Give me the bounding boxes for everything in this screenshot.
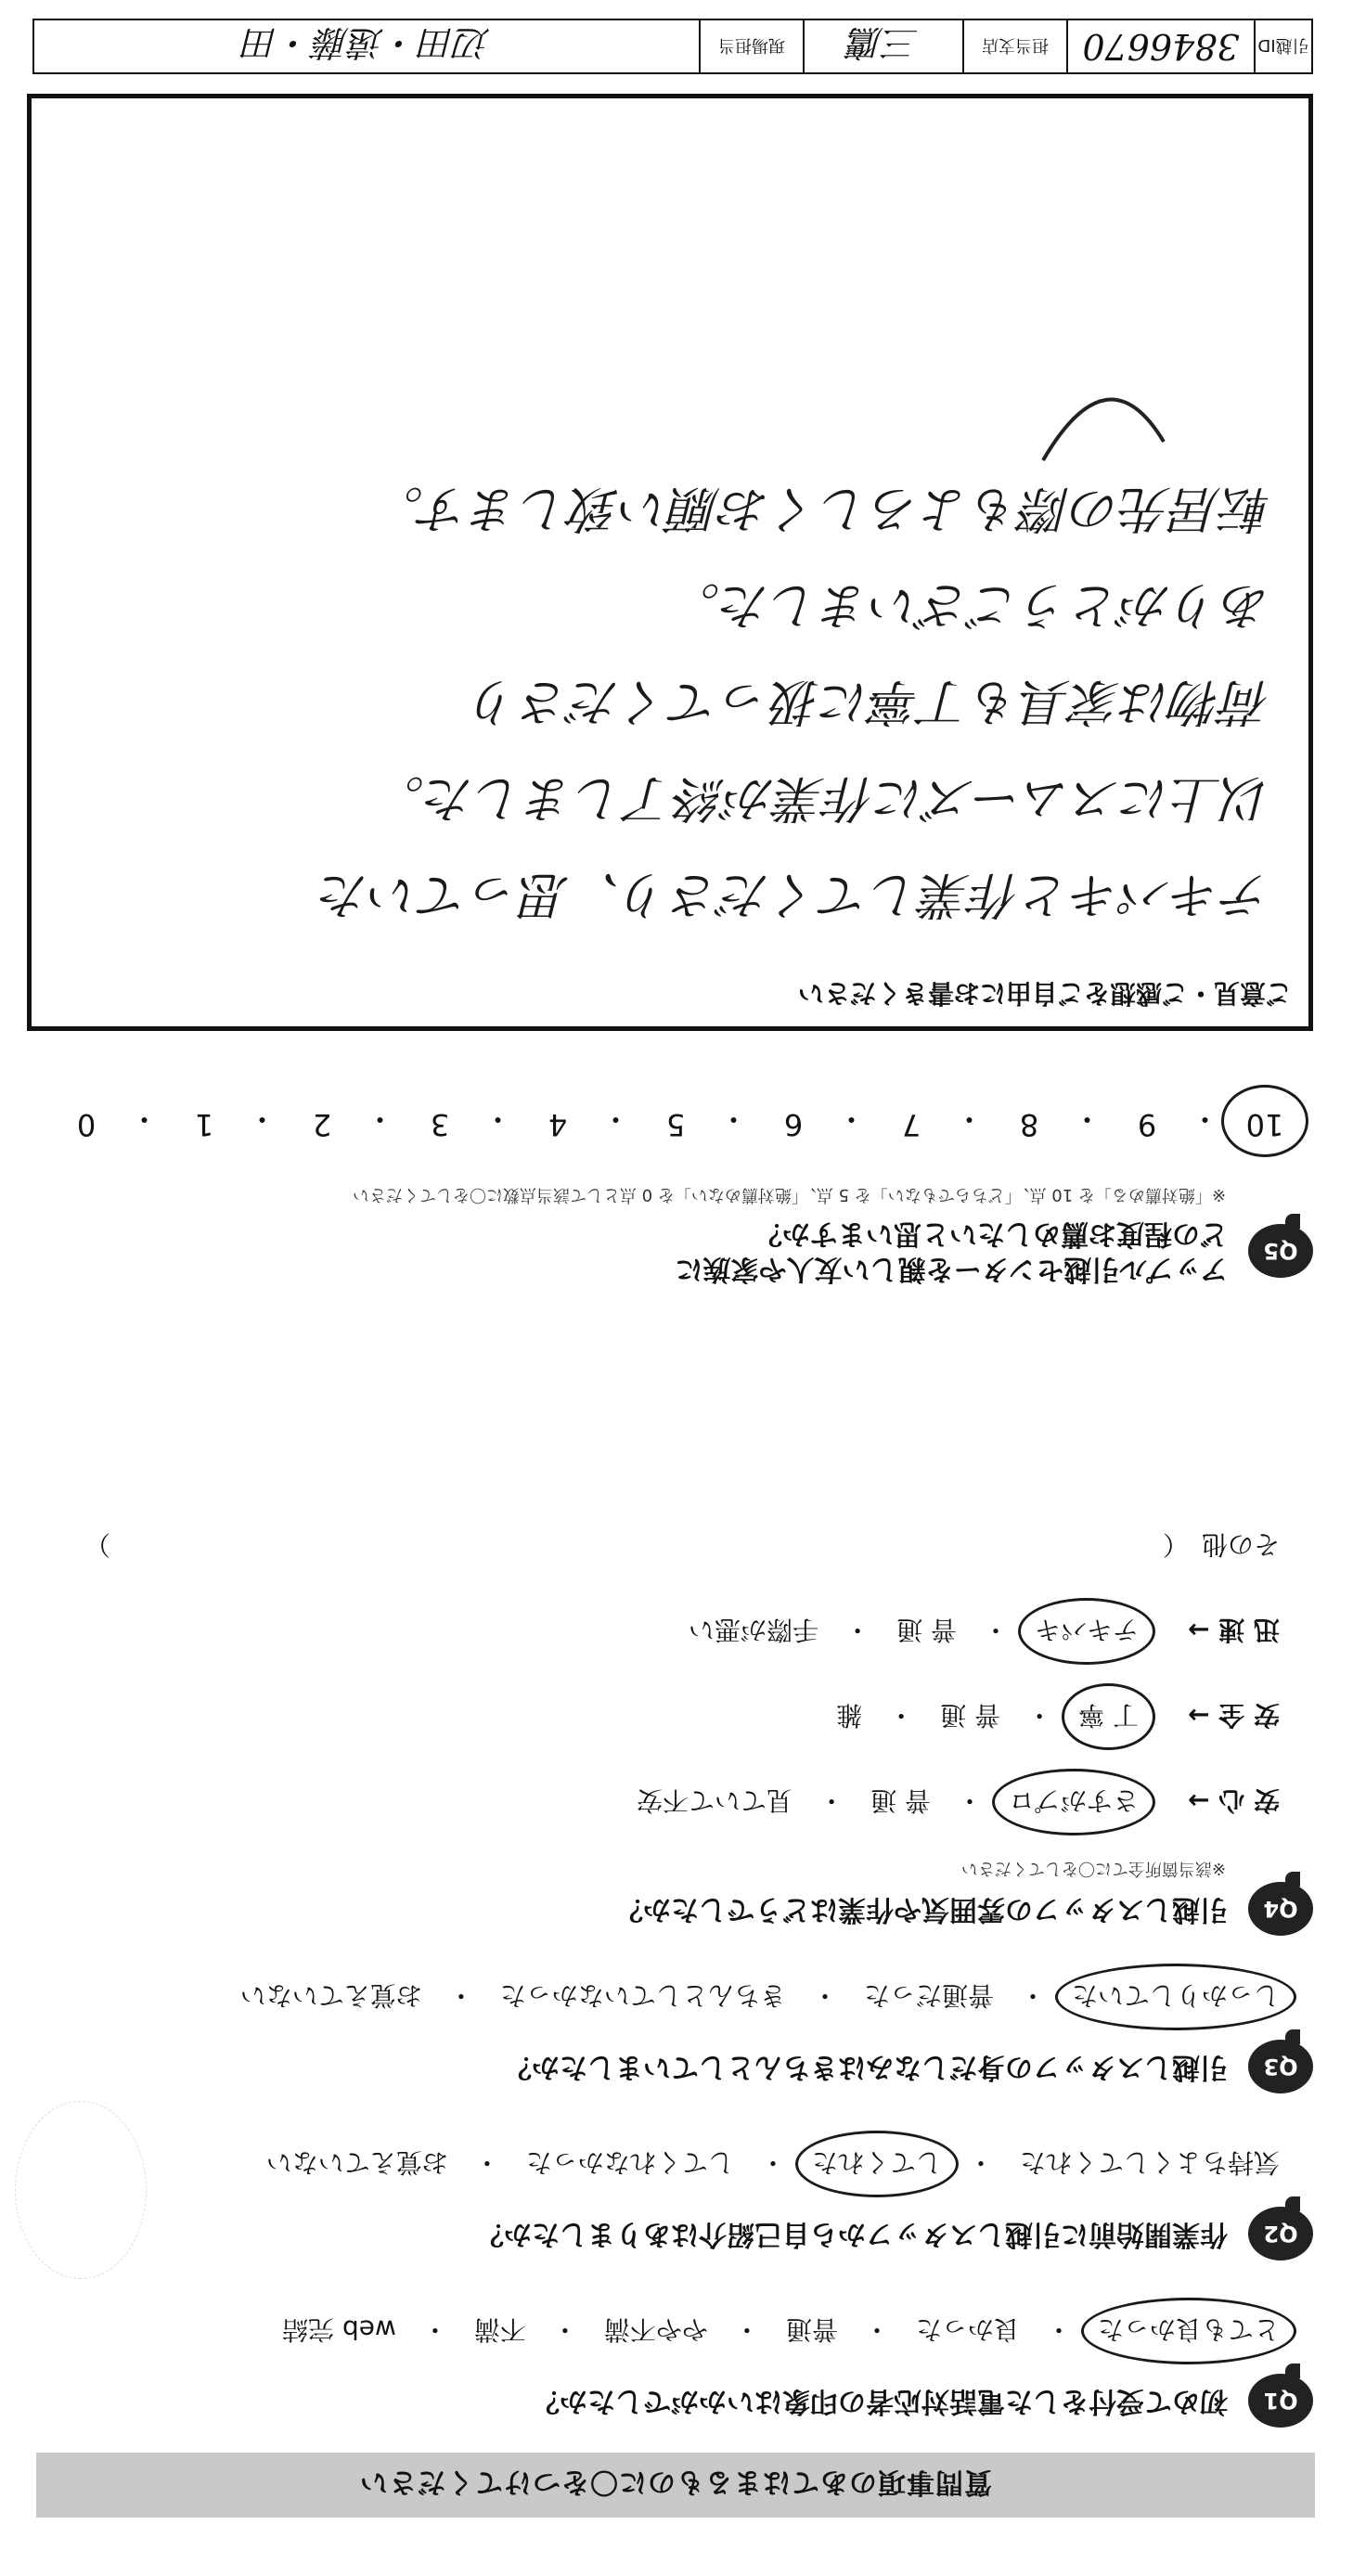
q2-badge: Q2 (1248, 2207, 1313, 2260)
remarks-line: ありがとうございました。 (670, 576, 1271, 635)
q4-option[interactable]: 普 通 (896, 1615, 957, 1645)
faint-stamp (15, 2101, 147, 2279)
id-label: 引越ID (1254, 20, 1311, 72)
q3-option[interactable]: 普通だった (863, 1980, 994, 2011)
q4-option[interactable]: 普 通 (870, 1785, 931, 1816)
q5-rating-value[interactable]: 4 (548, 1107, 568, 1142)
q3-text: 引越しスタッフの身だしなみはきちんとしていましたか？ (504, 2051, 1228, 2083)
q1-badge: Q1 (1248, 2374, 1313, 2428)
instruction-text: 質問事項のあてはまるものに〇をつけてください (359, 2466, 992, 2498)
q4-option[interactable]: さすがプロ (1003, 1784, 1144, 1821)
instruction-bar (36, 2453, 1315, 2518)
q5-rating-scale: 10 ・ 9 ・ 8 ・ 7 ・ 6 ・ 5 ・ 4 ・ 3 ・ 2 ・ 1 ・ 0 (54, 1100, 1297, 1142)
remarks-box[interactable] (27, 94, 1313, 1031)
branch-value: 三鷹 (803, 20, 962, 72)
q5-text-line1: アップル引越センターを親しい友人や家族に (675, 1253, 1228, 1285)
remarks-line: 転居先の際もよろしくお願い致します。 (373, 480, 1271, 538)
q3-badge: Q3 (1248, 2040, 1313, 2093)
q4-text: 引越しスタッフの雰囲気や作業はどうでしたか？ (615, 1893, 1228, 1926)
leader-label: 現場担当 (699, 20, 803, 72)
id-value: 3846670 (1066, 20, 1254, 72)
q3-option[interactable]: きちんとしていなかった (499, 1980, 786, 2011)
leader-value: 辺田・遠藤・田 (243, 22, 491, 64)
remarks-title: ご意見・ご感想をご自由にお書きください (797, 978, 1292, 1009)
q4-row-label: 迅 速 → (1188, 1615, 1280, 1645)
q1-text: 初めて受付をした電話対応者の印象はいかがでしたか？ (532, 2385, 1228, 2417)
q5-rating-value[interactable]: 5 (665, 1107, 686, 1142)
q5-note: ※「絶対薦める」を 10 点、「どちらでもない」を 5 点、「絶対薦めない」を 0 点として該当点数に〇をしてください (352, 1185, 1226, 1204)
smile-drawing (1034, 358, 1173, 470)
q1-option[interactable]: 普通 (785, 2314, 838, 2345)
q4-badge: Q4 (1248, 1882, 1313, 1936)
q4-note: ※該当箇所全てに〇をしてください (960, 1859, 1226, 1878)
q5-rating-value[interactable]: 9 (1137, 1107, 1157, 1142)
branch-label: 担当支店 (962, 20, 1066, 72)
q4-row-label: 安 心 → (1188, 1785, 1280, 1816)
remarks-line: 以上にスムーズに作業が終了しました。 (374, 769, 1271, 828)
q3-option[interactable]: お覚えていない (239, 1980, 422, 2011)
q5-rating-value[interactable]: 3 (430, 1107, 450, 1142)
q5-rating-value[interactable]: 2 (312, 1107, 332, 1142)
question-q5 (32, 1184, 1313, 1286)
q1-option[interactable]: web 完結 (282, 2314, 396, 2345)
q4-row-label: 安 全 → (1188, 1700, 1280, 1731)
remarks-line: テキパキと作業してくださり、思っていた (319, 866, 1271, 924)
q5-rating-value[interactable]: 6 (783, 1107, 804, 1142)
q2-option[interactable]: 気持ちよくしてくれた (1019, 2147, 1280, 2178)
q4-other-close: ） (84, 1529, 111, 1560)
q5-rating-value[interactable]: 10 (1232, 1100, 1297, 1142)
q5-text-line2: どの程度お薦めしたいと思いますか？ (754, 1217, 1228, 1250)
question-q4: Q4 引越しスタッフの雰囲気や作業はどうでしたか？ ※該当箇所全てに〇をしてください 安 心 → さすがプロ ・ 普 通 ・ 見ていて不安 安 全 → 丁 寧 ・ 普 通 ・ 雑 迅 速 → テキパキ ・ 普 通 ・ 手際が悪い その他 （ ） (32, 1527, 1313, 1936)
q1-option[interactable]: やや不満 (603, 2314, 708, 2345)
q2-option[interactable]: お覚えていない (265, 2147, 448, 2178)
q5-rating-value[interactable]: 7 (901, 1107, 921, 1142)
q4-option[interactable]: 普 通 (940, 1700, 1001, 1731)
q5-rating-value[interactable]: 1 (194, 1107, 214, 1142)
q3-option[interactable]: しっかりしていた (1066, 1978, 1285, 2016)
question-q1: Q1 初めて受付をした電話対応者の印象はいかがでしたか？ とても良かった ・ 良かった ・ 普通 ・ やや不満 ・ 不満 ・ web 完結 (32, 2312, 1313, 2428)
remarks-handwriting (69, 460, 1271, 943)
q4-option[interactable]: テキパキ (1029, 1613, 1144, 1650)
question-q3: Q3 引越しスタッフの身だしなみはきちんとしていましたか？ しっかりしていた ・ 普通だった ・ きちんとしていなかった ・ お覚えていない (32, 1978, 1313, 2093)
q5-rating-value[interactable]: 8 (1019, 1107, 1039, 1142)
q5-badge: Q5 (1248, 1224, 1313, 1278)
q4-other-label[interactable]: その他 （ (1162, 1529, 1280, 1560)
remarks-line: 荷物は家具も丁寧に扱ってくださり (470, 673, 1271, 731)
question-q2: Q2 作業開始前に引越しスタッフから自己紹介はありましたか？ 気持ちよくしてくれた ・ してくれた ・ してくれなかった ・ お覚えていない (32, 2145, 1313, 2260)
id-table (32, 19, 1313, 74)
q1-option[interactable]: 不満 (473, 2314, 526, 2345)
q5-rating-value[interactable]: 0 (76, 1107, 97, 1142)
q4-option[interactable]: 丁 寧 (1073, 1698, 1144, 1735)
q2-text: 作業開始前に引越しスタッフから自己紹介はありましたか？ (476, 2218, 1228, 2250)
q4-option[interactable]: 雑 (836, 1700, 863, 1731)
q2-option[interactable]: してくれなかった (525, 2147, 734, 2178)
q1-option[interactable]: とても良かった (1092, 2312, 1285, 2350)
q4-option[interactable]: 見ていて不安 (637, 1785, 793, 1816)
q1-option[interactable]: 良かった (915, 2314, 1020, 2345)
q2-option[interactable]: してくれた (806, 2145, 947, 2183)
q4-option[interactable]: 手際が悪い (689, 1615, 819, 1645)
